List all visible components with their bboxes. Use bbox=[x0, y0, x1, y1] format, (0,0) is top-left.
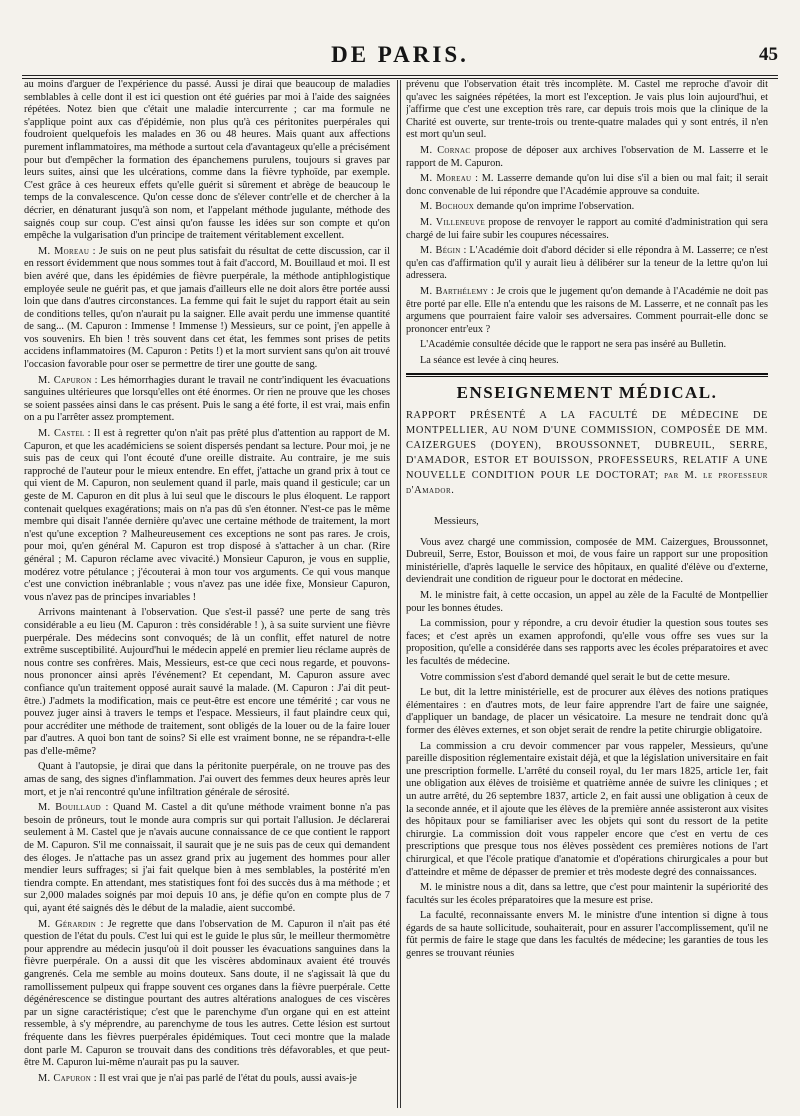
section-paragraph: Votre commission s'est d'abord demandé quel serait le but de cette mesure. bbox=[420, 671, 730, 683]
paragraph bbox=[24, 375, 390, 425]
paragraph bbox=[406, 355, 768, 368]
paragraph-text: : Il est à regretter qu'on n'ait pas prêté plus d'attention au rapport de M. Capuron, et que les académiciens se soient dispersés pendant sa lecture. Pour moi, je ne suis pas de ceux qui l'ont écouté d'une oreille distraite. Au contraire, je me suis rapproché de l'auteur pour le mieux entendre. En effet, j'attache un grand prix à tout ce qui vient de M. Capuron, non seulement quand il parle, mais quand il gesticule; car un geste de M. Capuron en dit plus à lui seul que le discours le plus éloquent. Le rapport contenait quelques exagérations; mais on n'a pas dû s'en étonner. N'est-ce pas le même membre qui disait l'année dernière qu'avec une certaine méthode de traitement, la mort n'est qu'une exception ? Malheureusement ces exceptions ne sont pas rares. Je crois, pour moi, qu'en général M. Capuron est trop disposé à s'attacher à un char. (Rire général ; M. Capuron réclame avec vivacité.) Monsieur Capuron, je vous en supplie, modérez votre pétulance ; j'écouterai à mon tour vos arguments. Ce qui vous manque c'est une conviction inébranlable ; vous n'avez pas une idée fixe, Monsieur Capuron, vous n'avez pas de principes invariables ! bbox=[24, 428, 390, 603]
paragraph-text: propose de renvoyer le rapport au comité d'administration qui sera chargé de lui faire subir les coupures nécessaires. bbox=[406, 216, 768, 241]
section-paragraph: La commission a cru devoir commencer par vous rappeler, Messieurs, qu'une pareille disposition réglementaire existait déjà, et que la législation universitaire en fait une prescription formelle. L'arrêté du conseil royal, du 1er mars 1825, article 1er, fait une obligation aux élèves de troisième et quatrième année de suivre les cliniques ; et un autre arrêté, du 26 septembre 1837, article 2, en fait aussi une obligation à ceux de la seconde année, et il ajoute que les élèves de la première année assisteront aux visites des hôpitaux pour se familiariser avec les objets qui sont du ressort de la petite chirurgie. La commission doit vous rappeler encore que c'est en vertu de ces prescriptions que presque tous nos élèves possèdent ces premières notions de l'art chirurgical, et que l'école pratique d'anatomie et d'opérations chirurgicales a pour but d'atteindre et même de dépasser de premier et très modeste degré des connaissances. bbox=[406, 740, 768, 878]
section-paragraph: La commission, pour y répondre, a cru devoir étudier la question sous toutes ses faces; et c'est après un examen approfondi, qu'elle vous offre ses vues sur la proposition, qu'elle a considérée dans ses rapports avec les écoles préparatoires et avec les facultés de médecine. bbox=[406, 618, 768, 667]
left-column bbox=[24, 79, 390, 1109]
paragraph-text: : Quand M. Castel a dit qu'une méthode vraiment bonne n'a pas besoin de prôneurs, tout le monde aura compris sur qui portait l'allusion. Je déclarerai seulement à M. Castel que je n'avais aucune connaissance de ce que contient le rapport de M. Capuron. S'il me connaissait, il saurait que je ne suis pas de ceux qui demandent des éloges. Je n'attache pas un assez grand prix au jugement des hommes pour aller mendier leurs suffrages; si j'ai fait quelque bien à mes semblables, la postérité m'en tiendra compte. En attendant, mes statistiques font foi des succès dus à ma méthode ; et sur 2,000 malades soignés par moi depuis 10 ans, je défie qu'on en compte plus de 7 qui, ayant été saignés dès le début de la maladie, aient succombé. bbox=[24, 802, 390, 914]
paragraph-text: : Je suis on ne peut plus satisfait du résultat de cette discussion, car il en ressort évidemment que nous sommes tout à fait d'accord, M. Bouillaud et moi. Il est bien avéré que, dans les épidémies de fièvre puerpérale, la méthode antiphlogistique employée seule ne guérit pas, et que jamais d'ailleurs elle ne doit alors être portée aussi loin que dans d'autres circonstances. La femme qui fait le sujet du rapport était au sein de conditions telles, qu'on n'aurait pu la saigner. Elle avait perdu une immense quantité de sang... (M. Capuron : Immense ! Immense !) Messieurs, sur ce point, j'en appelle à vos souvenirs. Eh bien ! très souvent dans cet état, les femmes sont prises de petits accidens inflammatoires (M. Capuron : Petits !) et la mort survient sans qu'on ait trouvé l'occasion favorable pour oser se permettre de tirer une goutte de sang. bbox=[24, 245, 390, 371]
paragraph-text: Arrivons maintenant à l'observation. Que s'est-il passé? une perte de sang très considérable a eu lieu (M. Capuron : très considérable ! ), à sa suite survient une fièvre puerpérale. Des médecins sont convoqués; de là un conflit, effet naturel de notre extrême susceptibilité. Aujourd'hui le médecin appelé en premier lieu réclame auprès de nous contre ses confrères. Mais, Messieurs, est-ce que ceci nous regarde, et pouvons-nous prononcer ainsi après l'événement? Et cependant, M. Capuron assure avec confiance qu'un traitement opposé aurait sauvé la malade. (M. Capuron : J'ai dit peut-être.) J'admets la modification, mais ce peut-être est encore une témérité ; car vous ne pouvez juger ainsi à travers le temps et l'espace. Messieurs, il faut plaindre ceux qui, pour accréditer une méthode de traitement, sont obligés de la louer ou de la faire louer par d'autres. A quoi bon tant de soins? Si elle est vraiment bonne, ne se répandra-t-elle pas d'elle-même? bbox=[24, 607, 390, 757]
paragraph bbox=[406, 339, 768, 352]
salutation: Messieurs, bbox=[434, 516, 479, 528]
paragraph bbox=[24, 79, 390, 243]
speaker-name: M. Barthélemy bbox=[420, 285, 489, 297]
paragraph bbox=[406, 173, 768, 198]
proceedings-continuation bbox=[406, 79, 768, 367]
section-title: ENSEIGNEMENT MÉDICAL. bbox=[456, 383, 718, 403]
paragraph bbox=[24, 761, 390, 799]
paragraph-text: propose de déposer aux archives l'observation de M. Lasserre et le rapport de M. Capuron. bbox=[406, 144, 768, 169]
speaker-name: M. Moreau bbox=[420, 173, 472, 185]
column-divider bbox=[397, 80, 398, 1108]
column-divider-inner bbox=[400, 80, 401, 1108]
paragraph bbox=[24, 246, 390, 372]
paragraph-text: L'Académie consultée décide que le rapport ne sera pas inséré au Bulletin. bbox=[420, 339, 727, 351]
section-paragraph: La faculté, reconnaissante envers M. le ministre d'une intention si digne à tous égards de sa haute sollicitude, souhaiterait, pour en assurer l'accomplissement, qu'il ne fût permis de faire le stage que dans les facultés de médecine; les garanties de tous les genres se trouvant réunies bbox=[406, 910, 768, 960]
speaker-name: M. Capuron bbox=[38, 1072, 92, 1084]
speaker-name: M. Castel bbox=[38, 428, 85, 440]
paragraph bbox=[406, 145, 768, 170]
paragraph-text: : M. Lasserre demande qu'on lui dise s'il a bien ou mal fait; il serait donc convenable de lui répondre que l'Académie approuve sa conduite. bbox=[406, 173, 768, 197]
section-paragraph: Le but, dit la lettre ministérielle, est de procurer aux élèves des notions pratiques élémentaires : en d'autres mots, de leur faire apprendre l'art de faire une saignée, d'appliquer un bandage, de placer un vésicatoire. La mesure ne tendrait donc qu'à former des élèves externes, et son objet serait de rendre la petite chirurgie obligatoire. bbox=[406, 687, 768, 736]
paragraph-text: demande qu'on imprime l'observation. bbox=[474, 201, 635, 213]
paragraph bbox=[24, 802, 390, 915]
paragraph-text: : L'Académie doit d'abord décider si elle répondra à M. Lasserre; ce n'est qu'en cas d'affirmation qu'il y aurait lieu à délibérer sur la teneur de la lettre qu'on lui adressera. bbox=[406, 245, 768, 282]
paragraph bbox=[24, 428, 390, 604]
paragraph-text: : Je crois que le jugement qu'on demande à l'Académie ne doit pas être porté par elle. Elle n'a entendu que les raisons de M. Lasserre, et ne connaît pas les argumens que pourraient faire valoir ses adversaires. Comment pourrait-elle donc se prononcer entr'eux ? bbox=[406, 285, 768, 335]
page-header bbox=[22, 42, 778, 70]
paragraph-text: prévenu que l'observation était très incomplète. M. Castel me reproche d'avoir dit qu'avec les saignées répétées, la mort est l'exception. Je vais plus loin aujourd'hui, et j'affirme que c'est une exception très rare, car depuis trois mois que la clinique de la Charité est ouverte, sur trente-trois ou trente-quatre malades qui y sont entrés, il n'en est mort qu'un seul. bbox=[406, 79, 768, 141]
paragraph-text: : Je regrette que dans l'observation de M. Capuron il n'ait pas été question de l'état du pouls. C'est lui qui est le guide le plus sûr, le meilleur thermomètre pour apprendre au médecin jusqu'où il doit pousser les évacuations sanguines dans la fièvre puerpérale. On a aussi dit que les viscères abdominaux avaient été trouvés gangrenés. Cela me semble au moins douteux. Sans doute, il ne s'agissait là que du ramollissement pulpeux qui frappe souvent ces organes dans la fièvre puerpérale. Cette dégénérescence se distingue pourtant des autres altérations analogues de ces viscères par un signe caractéristique; c'est que le parenchyme d'un organe qui en est atteint ressemble, à s'y méprendre, au parenchyme de tous les autres. Cette lésion est surtout fréquente dans les fièvres puerpérales épidémiques. Tout ceci montre que la malade dont parle M. Capuron se trouvait dans des conditions très défavorables, et que peut-être M. Capuron lui-même n'aurait pas pu la sauver. bbox=[24, 918, 390, 1069]
paragraph bbox=[406, 217, 768, 242]
paragraph bbox=[24, 607, 390, 758]
section-subtitle: RAPPORT PRÉSENTÉ A LA FACULTÉ DE MÉDECINE DE MONTPELLIER, AU NOM D'UNE COMMISSION, COMPOSÉE DE MM. CAIZERGUES (DOYEN), BROUSSONNET, DUBREUIL, SERRE, D'AMADOR, ESTOR ET BOUISSON, PROFESSEURS, RELATIF A UNE NOUVELLE CONDITION POUR LE DOCTORAT; par M. le professeur d'Amador. bbox=[406, 410, 768, 497]
page-number: 45 bbox=[759, 44, 778, 65]
paragraph-text: La séance est levée à cinq heures. bbox=[420, 354, 559, 366]
paragraph-text: Quant à l'autopsie, je dirai que dans la péritonite puerpérale, on ne trouve pas des amas de sang, des signes d'inflammation. J'ai ouvert des femmes deux heures après leur mort, et je n'ai rencontré qu'une infiltration générale de sérosité. bbox=[24, 761, 390, 798]
right-column bbox=[406, 79, 768, 1109]
paragraph bbox=[406, 79, 768, 142]
speaker-name: M. Moreau bbox=[38, 245, 90, 257]
speaker-name: M. Bégin bbox=[420, 245, 461, 257]
speaker-name: M. Cornac bbox=[420, 144, 471, 156]
speaker-name: M. Capuron bbox=[38, 374, 92, 386]
paragraph bbox=[24, 919, 390, 1070]
speaker-name: M. Gérardin bbox=[38, 918, 97, 930]
paragraph-text: au moins d'arguer de l'expérience du passé. Aussi je dirai que beaucoup de maladies semblables à celle dont il est ici question ont été guéries par moi à l'aide des saignées répétées. Notez bien que c'était une maladie intercurrente ; car ma formule ne s'applique point aux cas d'épidémie, non plus qu'à ces péritonites puerpérales qui foudroient quelquefois les malades en 36 ou 48 heures. Mais quant aux affections purement inflammatoires, ma méthode a surtout cela d'avantageux qu'elle a précisément pour but d'empêcher la formation des épanchemens purulens, toujours si graves par leurs suites, ainsi que les ulcérations, comme dans la fièvre typhoïde, par exemple. C'est grâce à ces heureux effets qu'elle guérit si sûrement et abrège de beaucoup le temps de la convalescence. Qu'on cesse donc de s'élever contr'elle et de chercher à la décrier, en dénaturant jusqu'à son nom, et l'appelant méthode jugulante, méthode des saignés coup sur coup. C'est ainsi qu'on fausse les idées sur son compte et qu'on empêche la vulgarisation d'un principe de traitement véritablement excellent. bbox=[24, 79, 390, 242]
section-paragraph: M. le ministre fait, à cette occasion, un appel au zèle de la Faculté de Montpellier pour les bonnes études. bbox=[406, 590, 768, 614]
section-paragraph: M. le ministre nous a dit, dans sa lettre, que c'est pour maintenir la supériorité des facultés sur les écoles préparatoires que la mesure est prise. bbox=[406, 882, 768, 906]
section-rule bbox=[406, 373, 768, 377]
speaker-name: M. Bochoux bbox=[420, 201, 475, 213]
section-body bbox=[406, 537, 768, 961]
speaker-name: M. Villeneuve bbox=[420, 216, 486, 228]
paragraph-text: : Les hémorrhagies durant le travail ne contr'indiquent les évacuations sanguines ultérieures que lorsqu'elles ont été énormes. Or rien ne prouve que les choses se soient passées ainsi dans le cas présent. Puis le sang a été forte, il est vrai, mais enfin on a pu l'arrêter assez promptement. bbox=[24, 374, 390, 424]
speaker-name: M. Bouillaud bbox=[38, 802, 102, 814]
page-title: DE PARIS. bbox=[331, 42, 469, 67]
paragraph bbox=[406, 245, 768, 283]
paragraph bbox=[24, 1073, 390, 1086]
section-paragraph: Vous avez chargé une commission, composée de MM. Caizergues, Broussonnet, Dubreuil, Serre, Estor, Bouisson et moi, de vous faire un rapport sur une proposition ministérielle, d'après laquelle le service des hôpitaux, en qualité d'élève ou d'externe, deviendrait une condition de rigueur pour le doctorat en médecine. bbox=[406, 536, 768, 586]
paragraph bbox=[406, 286, 768, 336]
paragraph bbox=[406, 201, 768, 214]
paragraph-text: : Il est vrai que je n'ai pas parlé de l'état du pouls, aussi avais-je bbox=[91, 1072, 357, 1084]
